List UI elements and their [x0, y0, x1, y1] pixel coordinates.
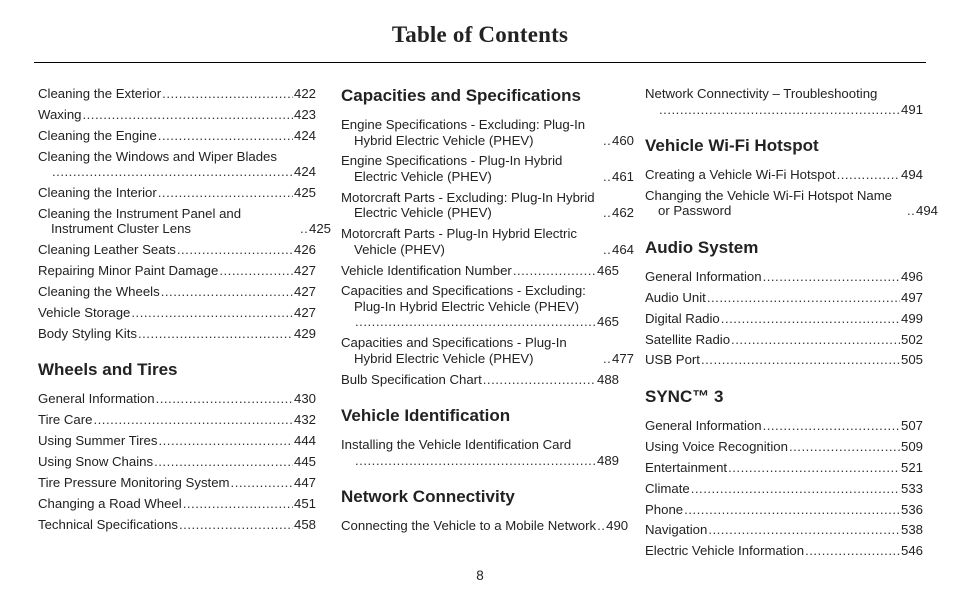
toc-entry-page: 536 — [900, 501, 923, 517]
toc-entry[interactable] — [645, 481, 923, 497]
toc-entry-label: Motorcraft Parts - Plug-In Hybrid Electric Vehicle (PHEV) — [341, 226, 577, 257]
toc-entry-label: Tire Care — [38, 412, 93, 428]
toc-entry-label: Cleaning Leather Seats — [38, 242, 176, 258]
toc-entry-page: 460 — [612, 132, 635, 148]
toc-entry-label: Cleaning the Interior — [38, 185, 157, 201]
dot-leader — [300, 221, 308, 237]
toc-entry[interactable] — [38, 496, 316, 512]
toc-entry[interactable] — [341, 117, 635, 148]
toc-entry-page: 424 — [293, 127, 316, 143]
dot-leader — [513, 263, 596, 279]
dot-leader — [154, 454, 293, 470]
toc-entry-page: 432 — [293, 412, 316, 428]
toc-entry[interactable] — [645, 187, 939, 219]
toc-entry-label: Climate — [645, 480, 690, 496]
section-heading: Wheels and Tires — [38, 360, 178, 380]
dot-leader — [684, 502, 900, 518]
dot-leader — [907, 203, 915, 219]
toc-entry[interactable] — [38, 149, 316, 180]
dot-leader — [603, 242, 611, 258]
dot-leader — [731, 332, 900, 348]
toc-entry-page: 444 — [293, 433, 316, 449]
toc-entry-page: 509 — [900, 438, 923, 454]
dot-leader — [603, 205, 611, 221]
toc-entry[interactable] — [645, 86, 923, 117]
toc-entry-page: 491 — [900, 101, 923, 117]
toc-entry-label: Changing a Road Wheel — [38, 495, 182, 511]
toc-entry-page: 489 — [596, 452, 619, 468]
toc-entry-label: Engine Specifications - Excluding: Plug-In Hybrid Electric Vehicle (PHEV) — [341, 117, 586, 148]
dot-leader — [52, 164, 293, 180]
toc-entry[interactable] — [38, 305, 316, 321]
toc-entry-page: 426 — [293, 242, 316, 258]
toc-entry[interactable] — [341, 263, 619, 279]
toc-entry-page: 425 — [309, 221, 332, 237]
dot-leader — [131, 305, 293, 321]
toc-entry-label: Cleaning the Wheels — [38, 284, 160, 300]
title-divider — [34, 62, 926, 63]
toc-column-3 — [645, 86, 939, 564]
toc-entry-page: 430 — [293, 391, 316, 407]
toc-entry-label: Body Styling Kits — [38, 325, 137, 341]
dot-leader — [177, 242, 293, 258]
toc-entry-page: 494 — [916, 203, 939, 219]
toc-entry-page: 447 — [293, 474, 316, 490]
toc-entry-label: Audio Unit — [645, 289, 706, 305]
toc-entry-label: Digital Radio — [645, 310, 720, 326]
toc-entry-label: Capacities and Specifications - Plug-In Hybrid Electric Vehicle (PHEV) — [341, 335, 567, 366]
toc-entry[interactable] — [645, 290, 923, 306]
toc-entry[interactable] — [645, 543, 923, 559]
toc-entry[interactable] — [38, 475, 316, 491]
toc-entry-label: Changing the Vehicle Wi-Fi Hotspot Name or Password — [645, 187, 893, 219]
toc-entry-label: Satellite Radio — [645, 331, 731, 347]
toc-entry-page: 497 — [900, 289, 923, 305]
toc-entry[interactable] — [38, 107, 316, 123]
toc-entry-label: Using Snow Chains — [38, 454, 154, 470]
toc-entry-label: Vehicle Storage — [38, 305, 131, 321]
toc-entry-page: 499 — [900, 310, 923, 326]
dot-leader — [82, 107, 293, 123]
toc-entry[interactable] — [38, 326, 316, 342]
section-heading: Vehicle Wi-Fi Hotspot — [645, 136, 819, 155]
dot-leader — [483, 372, 596, 388]
toc-entry[interactable] — [645, 167, 923, 183]
section-heading: Capacities and Specifications — [341, 86, 581, 105]
toc-entry[interactable] — [645, 311, 923, 327]
dot-leader — [789, 439, 900, 455]
toc-entry[interactable] — [645, 439, 923, 455]
toc-entry[interactable] — [645, 332, 923, 348]
dot-leader — [183, 496, 293, 512]
toc-entry-page: 533 — [900, 480, 923, 496]
toc-entry-label: General Information — [645, 417, 762, 433]
toc-entry-label: USB Port — [645, 352, 700, 368]
toc-entry[interactable] — [341, 153, 635, 184]
toc-entry-page: 451 — [293, 495, 316, 511]
toc-entry-page: 445 — [293, 454, 316, 470]
toc-entry-label: Technical Specifications — [38, 516, 179, 532]
toc-entry[interactable] — [38, 284, 316, 300]
toc-entry-page: 502 — [900, 331, 923, 347]
toc-entry[interactable] — [645, 352, 923, 368]
toc-entry-page: 422 — [293, 86, 316, 101]
dot-leader — [219, 263, 293, 279]
dot-leader — [701, 352, 900, 368]
toc-entry-page: 496 — [900, 268, 923, 284]
toc-entry[interactable] — [38, 263, 316, 279]
toc-entry-label: General Information — [38, 391, 155, 407]
dot-leader — [158, 433, 293, 449]
toc-entry[interactable] — [341, 226, 635, 257]
dot-leader — [355, 453, 596, 469]
toc-entry[interactable] — [38, 412, 316, 428]
toc-entry-page: 488 — [596, 371, 619, 387]
page-number: 8 — [476, 568, 484, 583]
toc-entry[interactable] — [38, 433, 316, 449]
toc-entry-page: 423 — [293, 106, 316, 122]
section-heading: SYNC™ 3 — [645, 386, 724, 406]
toc-entry-page: 464 — [612, 241, 635, 257]
dot-leader — [603, 351, 611, 367]
toc-entry[interactable] — [38, 185, 316, 201]
toc-entry-page: 505 — [900, 352, 923, 368]
toc-entry-page: 429 — [293, 325, 316, 341]
toc-column-1 — [38, 86, 332, 538]
toc-entry-label: Cleaning the Exterior — [38, 86, 162, 101]
toc-entry-label: Using Voice Recognition — [645, 438, 788, 454]
toc-entry[interactable] — [38, 205, 332, 237]
dot-leader — [659, 102, 900, 118]
toc-entry-page: 458 — [293, 516, 316, 532]
toc-entry[interactable] — [38, 242, 316, 258]
toc-entry[interactable] — [341, 189, 635, 221]
toc-entry-page: 494 — [900, 167, 923, 182]
dot-leader — [721, 311, 900, 327]
toc-entry[interactable] — [38, 454, 316, 470]
toc-entry[interactable] — [645, 522, 923, 538]
toc-entry[interactable] — [38, 517, 316, 533]
toc-entry[interactable] — [341, 437, 619, 468]
section-heading: Audio System — [645, 237, 759, 257]
toc-entry-page: 427 — [293, 284, 316, 300]
toc-entry-label: Vehicle Identification Number — [341, 262, 512, 278]
dot-leader — [707, 290, 900, 306]
dot-leader — [158, 185, 293, 201]
toc-entry-page: 490 — [606, 518, 629, 534]
toc-entry-label: Navigation — [645, 522, 708, 538]
dot-leader — [158, 128, 293, 144]
toc-entry[interactable] — [645, 502, 923, 518]
toc-entry-label: Creating a Vehicle Wi-Fi Hotspot — [645, 167, 836, 182]
dot-leader — [355, 314, 596, 330]
dot-leader — [161, 284, 293, 300]
dot-leader — [805, 543, 900, 559]
toc-entry-page: 427 — [293, 305, 316, 321]
dot-leader — [138, 326, 293, 342]
toc-entry-page: 425 — [293, 185, 316, 201]
section-heading: Network Connectivity — [341, 487, 515, 507]
toc-entry-page: 546 — [900, 543, 923, 559]
dot-leader — [156, 391, 293, 407]
toc-entry[interactable] — [341, 518, 629, 534]
toc-entry-label: Electric Vehicle Information — [645, 543, 805, 559]
toc-entry[interactable] — [645, 418, 923, 434]
toc-entry-label: Cleaning the Windows and Wiper Blades — [38, 148, 277, 164]
toc-entry[interactable] — [645, 460, 923, 476]
toc-entry-label: Installing the Vehicle Identification Card — [341, 437, 572, 453]
toc-entry-label: Tire Pressure Monitoring System — [38, 474, 230, 490]
toc-entry[interactable] — [645, 269, 923, 285]
toc-entry-label: Connecting the Vehicle to a Mobile Network — [341, 518, 597, 534]
dot-leader — [231, 475, 293, 491]
toc-entry-label: Capacities and Specifications - Excluding: Plug-In Hybrid Electric Vehicle (PHEV) — [341, 283, 586, 314]
toc-entry[interactable] — [341, 372, 619, 388]
toc-entry-page: 462 — [612, 205, 635, 221]
toc-entry-label: General Information — [645, 268, 762, 284]
toc-entry-label: Entertainment — [645, 459, 728, 475]
toc-entry-page: 424 — [293, 164, 316, 180]
toc-entry-label: Motorcraft Parts - Excluding: Plug-In Hybrid Electric Vehicle (PHEV) — [341, 189, 595, 221]
section-heading: Vehicle Identification — [341, 406, 511, 426]
dot-leader — [597, 518, 605, 534]
toc-entry-label: Using Summer Tires — [38, 433, 158, 449]
dot-leader — [162, 86, 293, 102]
toc-column-2 — [341, 86, 635, 539]
dot-leader — [603, 169, 611, 185]
dot-leader — [837, 167, 900, 183]
toc-entry-label: Engine Specifications - Plug-In Hybrid Electric Vehicle (PHEV) — [341, 153, 563, 184]
dot-leader — [179, 517, 293, 533]
toc-entry[interactable] — [38, 86, 316, 102]
toc-entry-label: Bulb Specification Chart — [341, 371, 482, 387]
toc-entry[interactable] — [38, 128, 316, 144]
toc-entry-page: 465 — [596, 314, 619, 330]
toc-entry-page: 507 — [900, 417, 923, 433]
toc-entry[interactable] — [341, 283, 619, 330]
toc-entry-page: 427 — [293, 263, 316, 279]
toc-entry-label: Cleaning the Engine — [38, 127, 157, 143]
toc-entry-page: 477 — [612, 350, 635, 366]
dot-leader — [93, 412, 293, 428]
page-title: Table of Contents — [391, 22, 569, 47]
dot-leader — [603, 133, 611, 149]
toc-entry-label: Repairing Minor Paint Damage — [38, 263, 219, 279]
toc-entry-page: 461 — [612, 168, 635, 184]
dot-leader — [763, 418, 900, 434]
toc-entry[interactable] — [38, 391, 316, 407]
dot-leader — [691, 481, 900, 497]
dot-leader — [763, 269, 900, 285]
toc-entry-label: Waxing — [38, 106, 82, 122]
dot-leader — [728, 460, 900, 476]
dot-leader — [708, 522, 900, 538]
toc-entry[interactable] — [341, 335, 635, 366]
toc-entry-page: 465 — [596, 262, 619, 278]
toc-entry-page: 521 — [900, 459, 923, 475]
toc-entry-label: Cleaning the Instrument Panel and Instrument Cluster Lens — [38, 205, 242, 237]
toc-entry-label: Phone — [645, 501, 684, 517]
toc-entry-label: Network Connectivity – Troubleshooting — [645, 86, 878, 101]
toc-entry-page: 538 — [900, 522, 923, 538]
